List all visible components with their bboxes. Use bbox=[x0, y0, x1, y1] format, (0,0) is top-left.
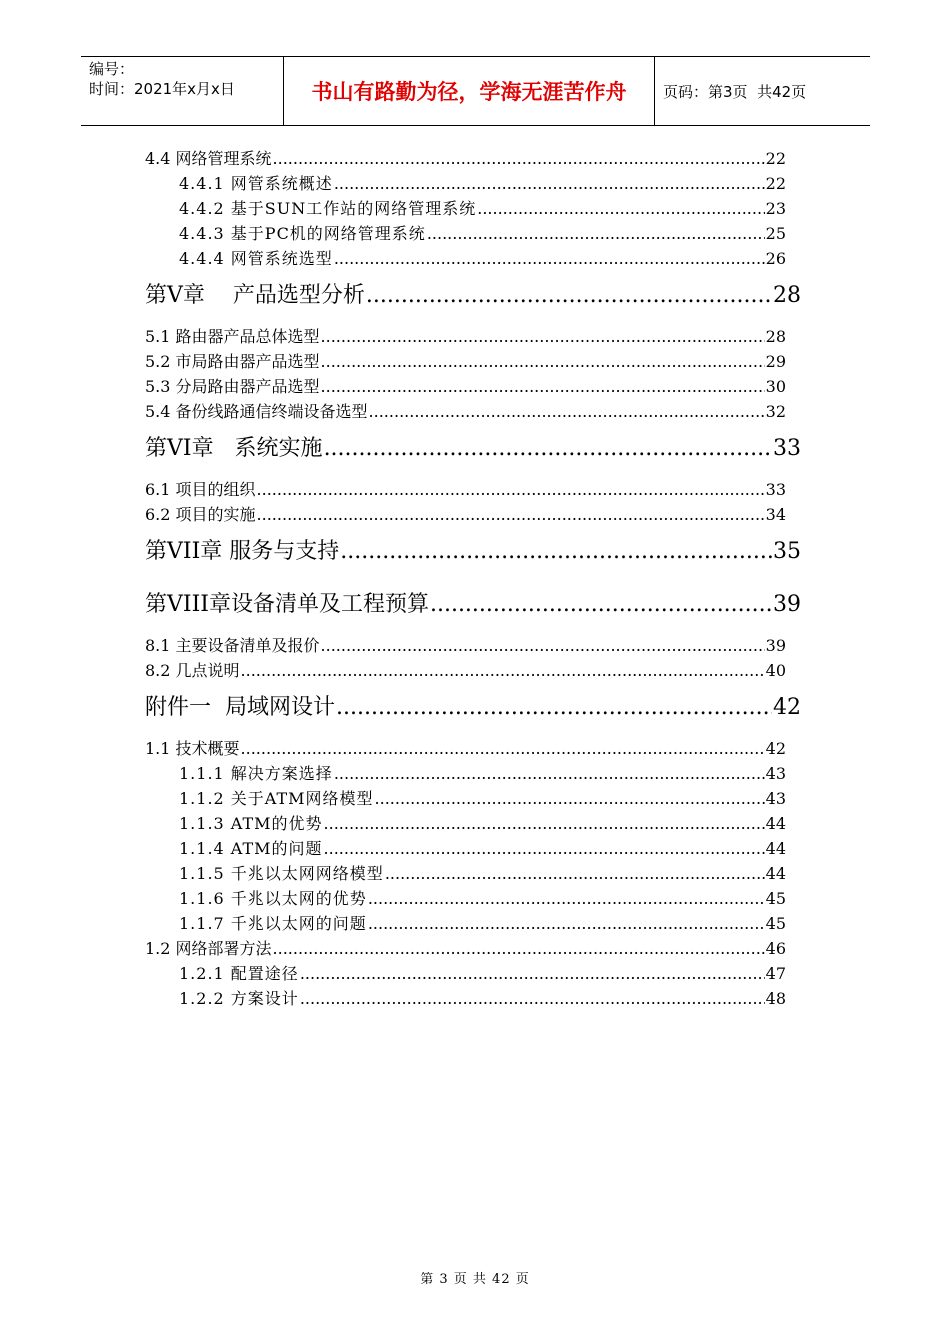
toc-entry-title: 第VII章 服务与支持 bbox=[145, 539, 340, 564]
toc-entry-title: 8.1 主要设备清单及报价 bbox=[145, 636, 320, 655]
toc-entry-title: 6.1 项目的组织 bbox=[145, 480, 256, 499]
toc-entry[interactable] bbox=[179, 863, 786, 885]
toc-entry[interactable] bbox=[179, 173, 786, 195]
toc-entry-page: 42 bbox=[765, 739, 786, 758]
toc-leader-dots bbox=[324, 813, 765, 835]
toc-entry-page: 48 bbox=[765, 989, 786, 1008]
toc-entry-title: 第V章 产品选型分析 bbox=[145, 283, 365, 308]
toc-entry-page: 45 bbox=[765, 914, 786, 933]
toc-entry-title: 1.2 网络部署方法 bbox=[145, 939, 272, 958]
toc-leader-dots bbox=[477, 198, 764, 220]
toc-leader-dots bbox=[336, 693, 772, 723]
toc-entry[interactable] bbox=[179, 223, 786, 245]
toc-entry-title: 附件一 局域网设计 bbox=[145, 695, 335, 720]
toc-entry-title: 第VI章 系统实施 bbox=[145, 436, 323, 461]
toc-entry[interactable] bbox=[145, 479, 786, 501]
toc-entry-page: 45 bbox=[765, 889, 786, 908]
toc-entry[interactable] bbox=[179, 913, 786, 935]
toc-entry-page: 39 bbox=[773, 592, 801, 617]
toc-entry-page: 44 bbox=[765, 864, 786, 883]
toc-entry-title: 8.2 几点说明 bbox=[145, 661, 240, 680]
toc-entry-title: 4.4.2 基于SUN工作站的网络管理系统 bbox=[179, 199, 477, 218]
toc-entry[interactable] bbox=[179, 888, 786, 910]
toc-leader-dots bbox=[340, 537, 772, 567]
toc-entry-page: 43 bbox=[765, 789, 786, 808]
toc-entry-page: 29 bbox=[765, 352, 786, 371]
toc-entry[interactable] bbox=[145, 738, 786, 760]
toc-entry-page: 46 bbox=[765, 939, 786, 958]
toc-entry[interactable] bbox=[179, 988, 786, 1010]
toc-leader-dots bbox=[257, 504, 765, 526]
toc-leader-dots bbox=[324, 434, 772, 464]
toc-entry-title: 1.1.4 ATM的问题 bbox=[179, 839, 323, 858]
toc-entry[interactable] bbox=[145, 504, 786, 526]
toc-entry[interactable] bbox=[179, 248, 786, 270]
toc-entry-page: 28 bbox=[773, 283, 801, 308]
toc-leader-dots bbox=[334, 173, 765, 195]
toc-entry-title: 5.4 备份线路通信终端设备选型 bbox=[145, 402, 368, 421]
toc-entry-page: 22 bbox=[765, 149, 786, 168]
toc-leader-dots bbox=[257, 479, 765, 501]
toc-entry[interactable] bbox=[145, 401, 786, 423]
toc-leader-dots bbox=[241, 738, 765, 760]
toc-leader-dots bbox=[334, 248, 765, 270]
toc-entry-title: 1.1 技术概要 bbox=[145, 739, 240, 758]
toc-entry-title: 4.4.1 网管系统概述 bbox=[179, 174, 333, 193]
toc-leader-dots bbox=[324, 838, 765, 860]
toc-entry[interactable] bbox=[145, 351, 786, 373]
toc-entry-title: 6.2 项目的实施 bbox=[145, 505, 256, 524]
toc-entry[interactable] bbox=[145, 660, 786, 682]
toc-leader-dots bbox=[375, 788, 765, 810]
toc-leader-dots bbox=[369, 401, 765, 423]
toc-entry-page: 23 bbox=[765, 199, 786, 218]
toc-entry-title: 5.3 分局路由器产品选型 bbox=[145, 377, 320, 396]
toc-leader-dots bbox=[241, 660, 765, 682]
toc-entry-title: 4.4.3 基于PC机的网络管理系统 bbox=[179, 224, 426, 243]
toc-entry-page: 34 bbox=[765, 505, 786, 524]
toc-entry-title: 1.1.7 千兆以太网的问题 bbox=[179, 914, 367, 933]
toc-leader-dots bbox=[368, 913, 765, 935]
toc-leader-dots bbox=[427, 223, 765, 245]
toc-entry-title: 第VIII章设备清单及工程预算 bbox=[145, 592, 429, 617]
document-time-label: 时间：2021年x月x日 bbox=[89, 80, 235, 98]
toc-entry-page: 28 bbox=[765, 327, 786, 346]
toc-entry-title: 1.2.1 配置途径 bbox=[179, 964, 299, 983]
toc-entry[interactable] bbox=[145, 635, 786, 657]
header-divider bbox=[654, 57, 655, 125]
header-meta bbox=[89, 59, 284, 99]
toc-entry-title: 1.1.1 解决方案选择 bbox=[179, 764, 333, 783]
toc-entry[interactable] bbox=[145, 376, 786, 398]
toc-entry[interactable] bbox=[145, 281, 801, 311]
toc-entry[interactable] bbox=[145, 326, 786, 348]
toc-entry[interactable] bbox=[179, 813, 786, 835]
toc-entry[interactable] bbox=[145, 148, 786, 170]
page-header bbox=[81, 56, 870, 126]
toc-leader-dots bbox=[368, 888, 765, 910]
toc-entry-page: 43 bbox=[765, 764, 786, 783]
toc-entry-page: 32 bbox=[765, 402, 786, 421]
toc-entry-page: 26 bbox=[765, 249, 786, 268]
toc-entry-title: 1.1.3 ATM的优势 bbox=[179, 814, 323, 833]
toc-entry-title: 5.1 路由器产品总体选型 bbox=[145, 327, 320, 346]
toc-entry-title: 5.2 市局路由器产品选型 bbox=[145, 352, 320, 371]
toc-entry-title: 1.1.6 千兆以太网的优势 bbox=[179, 889, 367, 908]
toc-entry-title: 4.4.4 网管系统选型 bbox=[179, 249, 333, 268]
toc-entry[interactable] bbox=[145, 938, 786, 960]
header-motto: 书山有路勤为径，学海无涯苦作舟 bbox=[311, 80, 627, 104]
toc-leader-dots bbox=[385, 863, 765, 885]
toc-entry-title: 1.1.2 关于ATM网络模型 bbox=[179, 789, 374, 808]
toc-entry[interactable] bbox=[145, 537, 801, 567]
toc-entry-title: 1.2.2 方案设计 bbox=[179, 989, 299, 1008]
toc-entry[interactable] bbox=[179, 763, 786, 785]
toc-leader-dots bbox=[321, 635, 765, 657]
toc-leader-dots bbox=[321, 376, 765, 398]
toc-entry[interactable] bbox=[179, 788, 786, 810]
toc-entry-page: 22 bbox=[765, 174, 786, 193]
toc-entry-page: 47 bbox=[765, 964, 786, 983]
toc-entry[interactable] bbox=[179, 838, 786, 860]
toc-entry-page: 44 bbox=[765, 814, 786, 833]
header-page-code: 页码：第3页 共42页 bbox=[663, 82, 807, 101]
toc-entry-page: 44 bbox=[765, 839, 786, 858]
toc-leader-dots bbox=[430, 590, 772, 620]
toc-entry-page: 33 bbox=[773, 436, 801, 461]
toc-entry[interactable] bbox=[145, 434, 801, 464]
toc-entry-page: 25 bbox=[765, 224, 786, 243]
toc-entry[interactable] bbox=[145, 590, 801, 620]
toc-entry[interactable] bbox=[179, 963, 786, 985]
toc-leader-dots bbox=[321, 351, 765, 373]
toc-entry-page: 42 bbox=[773, 695, 801, 720]
toc-leader-dots bbox=[321, 326, 765, 348]
toc-entry-title: 4.4 网络管理系统 bbox=[145, 149, 272, 168]
toc-leader-dots bbox=[273, 148, 765, 170]
toc-leader-dots bbox=[366, 281, 772, 311]
toc-entry-page: 40 bbox=[765, 661, 786, 680]
page-footer: 第 3 页 共 42 页 bbox=[420, 1272, 530, 1287]
toc-entry-page: 35 bbox=[773, 539, 801, 564]
toc-entry-page: 30 bbox=[765, 377, 786, 396]
toc-entry[interactable] bbox=[145, 693, 801, 723]
toc-leader-dots bbox=[300, 988, 765, 1010]
toc-entry[interactable] bbox=[179, 198, 786, 220]
toc-entry-title: 1.1.5 千兆以太网网络模型 bbox=[179, 864, 384, 883]
toc-entry-page: 33 bbox=[765, 480, 786, 499]
toc-entry-page: 39 bbox=[765, 636, 786, 655]
toc-leader-dots bbox=[334, 763, 765, 785]
toc-leader-dots bbox=[300, 963, 765, 985]
document-number-label: 编号： bbox=[89, 60, 135, 78]
toc-leader-dots bbox=[273, 938, 765, 960]
